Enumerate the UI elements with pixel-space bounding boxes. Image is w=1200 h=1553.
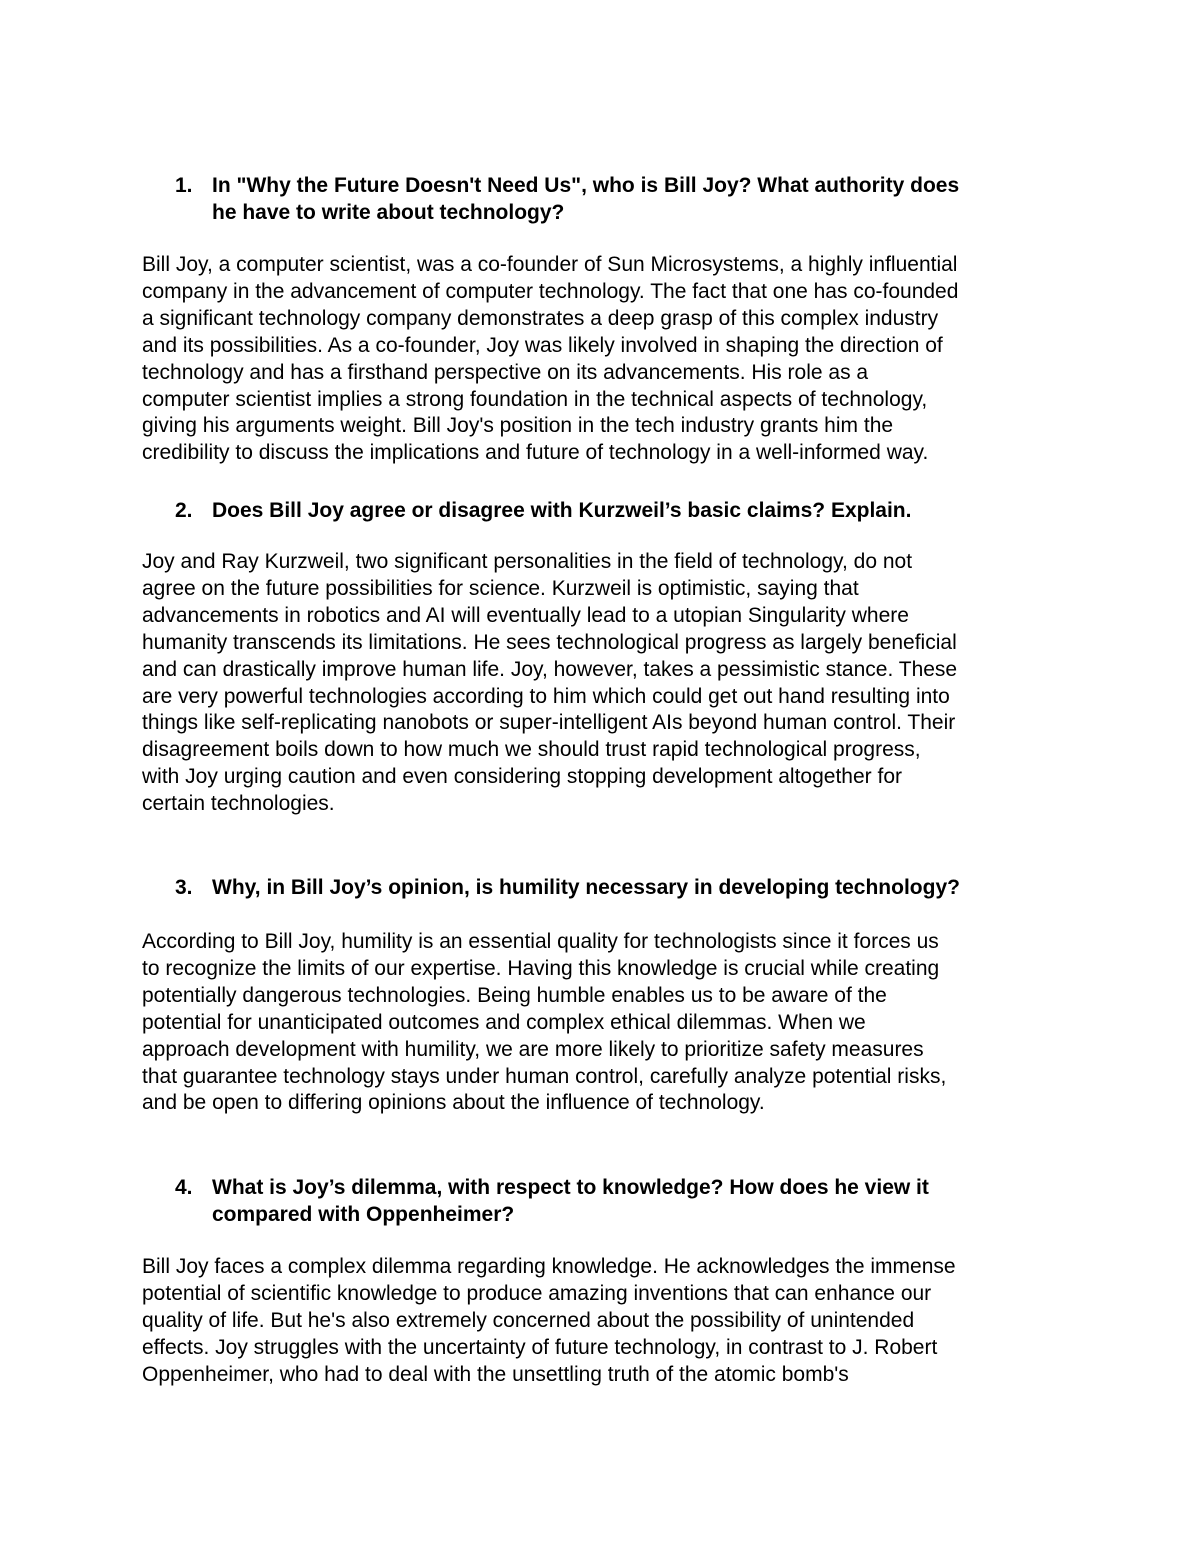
question-text xyxy=(212,1174,1075,1228)
answer-line: effects. Joy struggles with the uncertainty of future technology, in contrast to J. Robert xyxy=(142,1335,938,1359)
question-1-heading xyxy=(175,172,1075,226)
answer-3-paragraph xyxy=(142,929,1060,1117)
answer-2-paragraph xyxy=(142,549,1060,818)
answer-line: certain technologies. xyxy=(142,792,335,816)
answer-line: are very powerful technologies according to him which could get out hand resulting into xyxy=(142,684,950,708)
answer-line: advancements in robotics and AI will eventually lead to a utopian Singularity where xyxy=(142,603,909,627)
answer-line: approach development with humility, we are more likely to prioritize safety measures xyxy=(142,1037,924,1061)
answer-line: potential of scientific knowledge to produce amazing inventions that can enhance our xyxy=(142,1281,932,1305)
answer-line: that guarantee technology stays under human control, carefully analyze potential risks, xyxy=(142,1064,947,1088)
question-line: In "Why the Future Doesn't Need Us", who is Bill Joy? What authority does xyxy=(212,174,960,197)
answer-line: and can drastically improve human life. Joy, however, takes a pessimistic stance. These xyxy=(142,657,958,681)
answer-line: with Joy urging caution and even considering stopping development altogether for xyxy=(142,765,902,789)
answer-line: to recognize the limits of our expertise. Having this knowledge is crucial while creating xyxy=(142,956,940,980)
answer-4-paragraph xyxy=(142,1254,1060,1389)
question-line: Does Bill Joy agree or disagree with Kurzweil’s basic claims? Explain. xyxy=(212,499,912,522)
question-line: Why, in Bill Joy’s opinion, is humility necessary in developing technology? xyxy=(212,876,960,899)
question-text xyxy=(212,172,1075,226)
answer-line: a significant technology company demonstrates a deep grasp of this complex industry xyxy=(142,306,939,330)
answer-line: and its possibilities. As a co-founder, Joy was likely involved in shaping the direction of xyxy=(142,333,943,357)
answer-line: disagreement boils down to how much we should trust rapid technological progress, xyxy=(142,738,921,762)
answer-line: Oppenheimer, who had to deal with the unsettling truth of the atomic bomb's xyxy=(142,1362,849,1386)
answer-line: humanity transcends its limitations. He sees technological progress as largely beneficial xyxy=(142,630,957,654)
question-4-heading xyxy=(175,1174,1075,1228)
answer-line: Bill Joy faces a complex dilemma regarding knowledge. He acknowledges the immense xyxy=(142,1255,956,1278)
answer-line: Joy and Ray Kurzweil, two significant personalities in the field of technology, do not xyxy=(142,550,913,573)
question-number: 2. xyxy=(175,499,193,522)
answer-line: potential for unanticipated outcomes and complex ethical dilemmas. When we xyxy=(142,1010,866,1034)
answer-line: Bill Joy, a computer scientist, was a co-founder of Sun Microsystems, a highly influential xyxy=(142,253,958,276)
answer-line: agree on the future possibilities for science. Kurzweil is optimistic, saying that xyxy=(142,576,859,600)
answer-line: computer scientist implies a strong foundation in the technical aspects of technology, xyxy=(142,387,928,411)
answer-line: According to Bill Joy, humility is an essential quality for technologists since it forces us xyxy=(142,930,939,953)
answer-line: company in the advancement of computer technology. The fact that one has co-founded xyxy=(142,279,959,303)
answer-1-paragraph xyxy=(142,252,1060,467)
answer-line: credibility to discuss the implications and future of technology in a well-informed way. xyxy=(142,441,929,465)
answer-line: things like self-replicating nanobots or super-intelligent AIs beyond human control. Their xyxy=(142,711,956,735)
question-text xyxy=(212,497,1075,524)
question-2-heading xyxy=(175,497,1075,524)
answer-line: technology and has a firsthand perspective on its advancements. His role as a xyxy=(142,360,869,384)
question-3-heading xyxy=(175,874,1075,901)
question-number: 3. xyxy=(175,876,193,899)
answer-line: potentially dangerous technologies. Being humble enables us to be aware of the xyxy=(142,983,887,1007)
question-number: 1. xyxy=(175,174,193,197)
question-text xyxy=(212,874,1075,901)
question-line: What is Joy’s dilemma, with respect to knowledge? How does he view it xyxy=(212,1176,929,1199)
question-line: he have to write about technology? xyxy=(212,201,565,224)
question-number: 4. xyxy=(175,1176,193,1199)
question-line: compared with Oppenheimer? xyxy=(212,1203,515,1226)
answer-line: giving his arguments weight. Bill Joy's position in the tech industry grants him the xyxy=(142,414,894,438)
answer-line: quality of life. But he's also extremely concerned about the possibility of unintended xyxy=(142,1308,915,1332)
answer-line: and be open to differing opinions about the influence of technology. xyxy=(142,1091,765,1115)
